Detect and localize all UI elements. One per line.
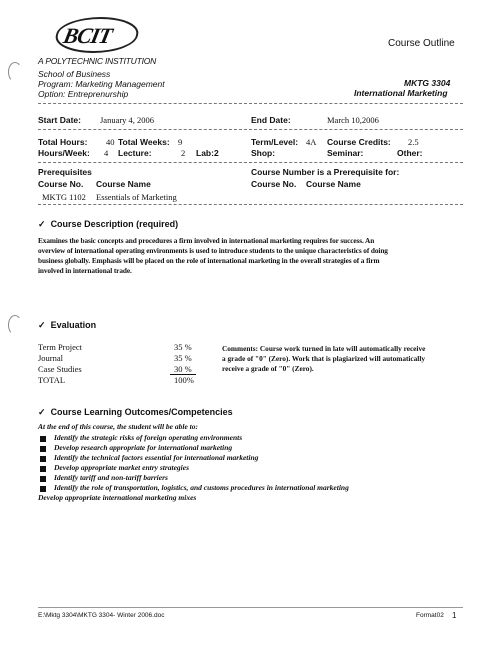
checkmark-icon: ✓ — [38, 320, 46, 330]
divider — [38, 103, 463, 104]
divider — [38, 162, 463, 163]
bullet-icon — [40, 456, 46, 462]
term-level-value: 4A — [306, 137, 317, 147]
evaluation-total-label: TOTAL — [38, 375, 66, 385]
hours-week-value: 4 — [104, 148, 109, 158]
evaluation-heading — [38, 320, 96, 331]
course-name-header: Course Name — [96, 179, 151, 189]
punch-hole-mark — [8, 62, 22, 82]
learning-outcomes-heading — [38, 407, 233, 418]
evaluation-comment: a grade of "0" (Zero). Work that is plagiarized will automatically — [222, 354, 426, 363]
total-hours-value: 40 — [106, 137, 115, 147]
course-no-header: Course No. — [251, 179, 297, 189]
footer-filename: E:\Mktg 3304\MKTG 3304- Winter 2006.doc — [38, 612, 165, 619]
lecture-value: 2 — [181, 148, 186, 158]
option-name: Option: Entreprenurship — [38, 89, 129, 99]
prerequisites-title: Prerequisites — [38, 167, 92, 177]
total-hours-label: Total Hours: — [38, 137, 88, 147]
course-credits-value: 2.5 — [408, 137, 419, 147]
end-date-label: End Date: — [251, 115, 291, 125]
outcome-item: Identify tariff and non-tariff barriers — [54, 473, 168, 482]
program-name: Program: Marketing Management — [38, 79, 165, 89]
course-name-header: Course Name — [306, 179, 361, 189]
total-weeks-label: Total Weeks: — [118, 137, 170, 147]
evaluation-weight: 35 % — [174, 353, 192, 363]
bullet-icon — [40, 436, 46, 442]
course-no-header: Course No. — [38, 179, 84, 189]
description-line: overview of international operating environments is used to introduce students to the unique characteristics of doing — [38, 246, 388, 255]
description-line: Examines the basic concepts and procedures a firm involved in international marketing requires for success. An — [38, 236, 375, 245]
institution-tagline: A POLYTECHNIC INSTITUTION — [38, 56, 157, 66]
course-description-heading — [38, 219, 178, 230]
description-line: business globally. Emphasis will be placed on the role of international marketing in the overall strategies of a firm — [38, 256, 380, 265]
total-weeks-value: 9 — [178, 137, 183, 147]
page-number: 1 — [452, 611, 457, 620]
outcome-item: Identify the technical factors essential for international marketing — [54, 453, 259, 462]
bullet-icon — [40, 466, 46, 472]
bullet-icon — [40, 486, 46, 492]
start-date-label: Start Date: — [38, 115, 81, 125]
checkmark-icon: ✓ — [38, 219, 46, 229]
prerequisite-course-no: MKTG 1102 — [42, 192, 86, 202]
hours-week-label: Hours/Week: — [38, 148, 90, 158]
shop-label: Shop: — [251, 148, 276, 158]
outcome-item: Identify the role of transportation, logistics, and customs procedures in international marketing — [54, 483, 349, 492]
prerequisite-course-name: Essentials of Marketing — [96, 192, 177, 202]
outcome-item: Develop research appropriate for international marketing — [54, 443, 233, 452]
heading-text: Course Learning Outcomes/Competencies — [50, 407, 233, 417]
bullet-icon — [40, 446, 46, 452]
evaluation-weight: 30 % — [170, 364, 196, 375]
checkmark-icon: ✓ — [38, 407, 46, 417]
evaluation-weight: 35 % — [174, 342, 192, 352]
evaluation-item: Term Project — [38, 342, 83, 352]
evaluation-item: Case Studies — [38, 364, 82, 374]
divider — [38, 129, 463, 130]
outcome-item: Identify the strategic risks of foreign operating environments — [54, 433, 243, 442]
outcome-item: Develop appropriate market entry strategies — [54, 463, 189, 472]
course-credits-label: Course Credits: — [327, 137, 391, 147]
footer-form: Format02 — [416, 612, 444, 619]
evaluation-total-weight: 100% — [174, 375, 194, 385]
end-date-value: March 10,2006 — [327, 115, 379, 125]
bcit-logo — [52, 17, 142, 53]
outcome-item-last: Develop appropriate international marketing mixes — [38, 493, 197, 502]
other-label: Other: — [397, 148, 423, 158]
description-line: involved in international trade. — [38, 266, 132, 275]
outcomes-intro: At the end of this course, the student will be able to: — [38, 422, 199, 431]
heading-text: Course Description (required) — [50, 219, 179, 229]
start-date-value: January 4, 2006 — [100, 115, 155, 125]
evaluation-comment: receive a grade of "0" (Zero). — [222, 364, 314, 373]
lecture-label: Lecture: — [118, 148, 152, 158]
punch-hole-mark — [8, 315, 22, 335]
term-level-label: Term/Level: — [251, 137, 299, 147]
logo-text: BCIT — [61, 23, 114, 48]
footer-divider — [38, 607, 463, 608]
bullet-icon — [40, 476, 46, 482]
course-title: International Marketing — [354, 88, 448, 98]
course-outline-label: Course Outline — [388, 38, 455, 49]
evaluation-comment: Comments: Course work turned in late will automatically receive — [222, 344, 426, 353]
school-name: School of Business — [38, 69, 111, 79]
prerequisite-for-title: Course Number is a Prerequisite for: — [251, 167, 400, 177]
divider — [38, 204, 463, 205]
course-code: MKTG 3304 — [404, 78, 451, 88]
lab-label: Lab:2 — [196, 148, 219, 158]
heading-text: Evaluation — [50, 320, 97, 330]
evaluation-item: Journal — [38, 353, 64, 363]
seminar-label: Seminar: — [327, 148, 364, 158]
